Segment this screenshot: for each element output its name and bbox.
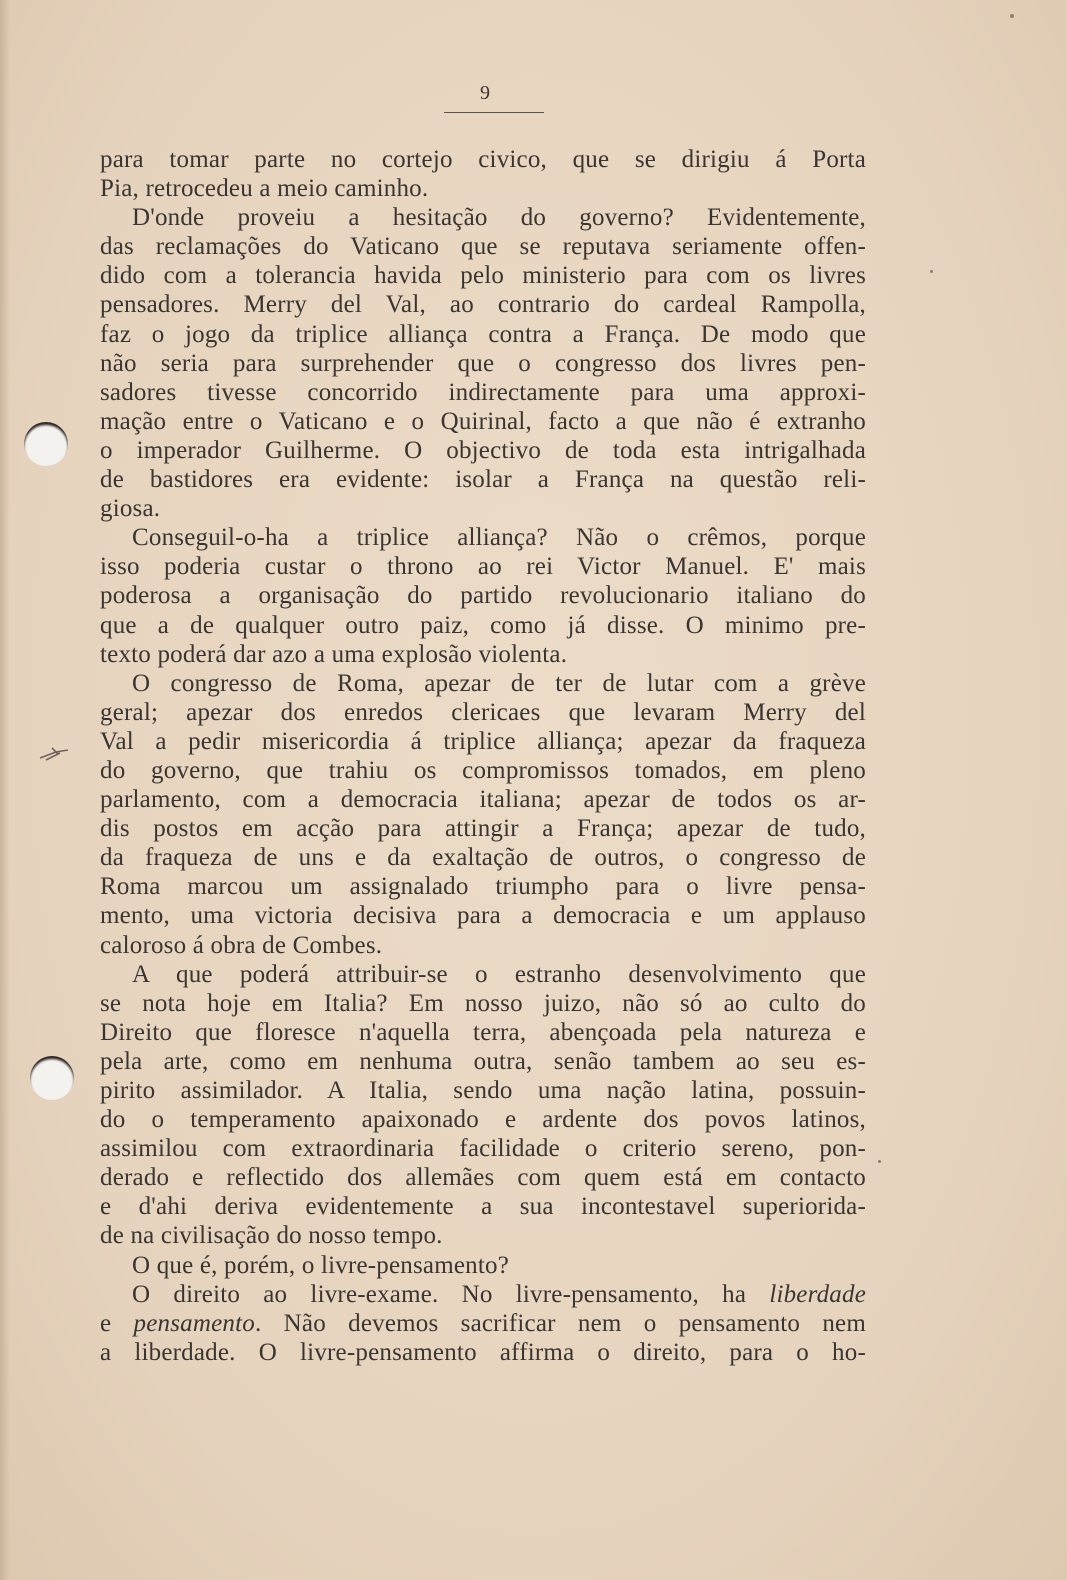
text-line: a liberdade. O livre-pensamento affirma o direito, para o ho- [100, 1338, 866, 1366]
punch-hole-bottom [30, 1056, 74, 1100]
text-line: das reclamações do Vaticano que se reputava seriamente offen- [100, 233, 866, 261]
text-line: geral; apezar dos enredos clericaes que levaram Merry del [100, 698, 866, 726]
text-line: e pensamento. Não devemos sacrificar nem o pensamento nem [100, 1309, 866, 1337]
italic-word: liberdade [769, 1280, 866, 1308]
text-line: se nota hoje em Italia? Em nosso juizo, não só ao culto do [100, 989, 866, 1017]
text-line: assimilou com extraordinaria facilidade o criterio sereno, pon- [100, 1135, 866, 1163]
body-text [100, 145, 866, 1395]
text-line: dis postos em acção para attingir a França; apezar de tudo, [100, 815, 866, 843]
text-line: sadores tivesse concorrido indirectamente para uma approxi- [100, 378, 866, 406]
text-line: texto poderá dar azo a uma explosão violenta. [100, 640, 568, 668]
text-line: da fraqueza de uns e da exaltação de outros, o congresso de [100, 844, 866, 872]
text-line: para tomar parte no cortejo civico, que se dirigiu á Porta [100, 146, 866, 173]
text-line: faz o jogo da triplice alliança contra a França. De modo que [100, 320, 866, 348]
punch-hole-top [24, 422, 68, 466]
text-line: pirito assimilador. A Italia, sendo uma nação latina, possuin- [100, 1077, 866, 1104]
paper-speck [930, 270, 933, 273]
text-line: O congresso de Roma, apezar de ter de lutar com a grève [132, 669, 866, 697]
text-line: derado e reflectido dos allemães com quem está em contacto [100, 1164, 866, 1192]
text-line: O que é, porém, o livre-pensamento? [132, 1251, 510, 1279]
text-line: poderosa a organisação do partido revolucionario italiano do [100, 582, 866, 610]
text-line: de na civilisação do nosso tempo. [100, 1222, 443, 1250]
text-line: pela arte, como em nenhuma outra, senão tambem ao seu es- [100, 1047, 866, 1075]
text-line: A que poderá attribuir-se o estranho desenvolvimento que [132, 960, 866, 988]
paper-speck [878, 1160, 881, 1163]
text-line: Direito que floresce n'aquella terra, abençoada pela natureza e [100, 1018, 866, 1046]
text-line: giosa. [100, 495, 161, 523]
page-number-rule [444, 112, 544, 113]
text-line: não seria para surprehender que o congresso dos livres pen- [100, 349, 866, 377]
text-line: parlamento, com a democracia italiana; apezar de todos os ar- [100, 786, 866, 814]
page-number: 9 [480, 82, 490, 104]
text-line: do o temperamento apaixonado e ardente dos povos latinos, [100, 1106, 866, 1134]
text-line: isso poderia custar o throno ao rei Victor Manuel. E' mais [100, 553, 866, 581]
text-line: Conseguil-o-ha a triplice alliança? Não o crêmos, porque [132, 524, 866, 552]
text-line: D'onde proveiu a hesitação do governo? Evidentemente, [132, 204, 866, 232]
text-line: de bastidores era evidente: isolar a França na questão reli- [100, 466, 866, 494]
text-line: do governo, que trahiu os compromissos tomados, em pleno [100, 756, 866, 784]
paper-speck [1010, 14, 1014, 18]
text-line: Val a pedir misericordia á triplice alliança; apezar da fraqueza [100, 727, 866, 755]
page-left-edge [0, 0, 10, 1580]
text-line: Pia, retrocedeu a meio caminho. [100, 175, 429, 203]
text-line: Roma marcou um assignalado triumpho para o livre pensa- [100, 873, 866, 901]
text-line: caloroso á obra de Combes. [100, 931, 383, 959]
text-line: O direito ao livre-exame. No livre-pensamento, ha liberdade [132, 1280, 866, 1308]
margin-mark-icon [38, 744, 78, 764]
text-line: o imperador Guilherme. O objectivo de toda esta intrigalhada [100, 436, 866, 464]
text-line: dido com a tolerancia havida pelo ministerio para com os livres [100, 262, 866, 290]
text-line: pensadores. Merry del Val, ao contrario do cardeal Rampolla, [100, 291, 866, 319]
text-line: que a de qualquer outro paiz, como já disse. O minimo pre- [100, 611, 866, 639]
text-line: e d'ahi deriva evidentemente a sua incontestavel superiorida- [100, 1193, 866, 1221]
text-line: mento, uma victoria decisiva para a democracia e um applauso [100, 902, 866, 930]
italic-word: pensamento [133, 1309, 255, 1337]
text-line: mação entre o Vaticano e o Quirinal, facto a que não é extranho [100, 407, 866, 435]
